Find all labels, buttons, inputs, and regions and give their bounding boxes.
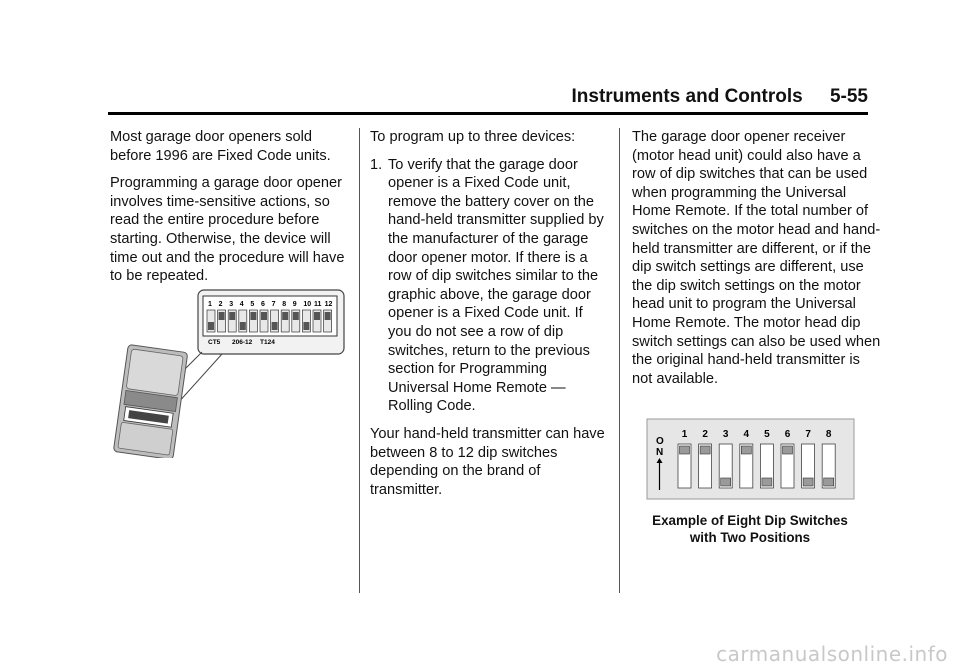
figure1-switch-knob <box>250 312 256 320</box>
eight-dip-switches-illustration <box>646 418 856 502</box>
figure1-switch-knob <box>208 322 214 330</box>
paragraph-time-sensitive: Programming a garage door opener involves time-sensitive actions, so read the entire procedure before starting. Otherwise, the device will time out and the procedure will have to be repeated. <box>110 175 345 285</box>
header-section-number: 5-55 <box>829 86 868 107</box>
figure1-switch-knob <box>229 312 235 320</box>
figure1-label-c: T124 <box>260 339 275 346</box>
figure1-switch-number: 8 <box>282 301 287 308</box>
watermark: carmanualsonline.info <box>716 642 948 666</box>
column-divider-right <box>619 128 620 593</box>
on-label-o: O <box>656 436 664 447</box>
figure1-switch-number: 9 <box>292 301 297 308</box>
column-divider-left <box>359 128 360 593</box>
figure2-switch-number: 6 <box>784 429 791 440</box>
figure1-switch-knob <box>314 312 320 320</box>
figure1-switch-knob <box>272 322 278 330</box>
step-1 <box>370 156 610 425</box>
figure2-switch-number: 3 <box>722 429 729 440</box>
on-label-n: N <box>656 447 664 458</box>
figure1-switch-number: 4 <box>239 301 244 308</box>
step-1-number: 1. <box>370 156 383 173</box>
dip-switch-svg <box>646 418 856 502</box>
figure2-switch-knob <box>783 446 793 454</box>
figure1-switch-knob <box>293 312 299 320</box>
figure1-switch-knob <box>325 312 331 320</box>
figure2-switch-knob <box>721 478 731 486</box>
program-intro: To program up to three devices: <box>370 129 576 145</box>
header-rule <box>108 112 868 115</box>
figure2-switch-number: 1 <box>681 429 688 440</box>
paragraph-fixed-code-intro: Most garage door openers sold before 1996 are Fixed Code units. <box>110 129 331 164</box>
figure1-switch-number: 5 <box>250 301 255 308</box>
caption-line-1: Example of Eight Dip Switches <box>652 513 848 528</box>
page-header <box>572 86 869 108</box>
figure2-switch-knob <box>741 446 751 454</box>
figure1-switch-knob <box>240 322 246 330</box>
figure1-switch-number: 3 <box>229 301 234 308</box>
figure1-switch-number: 6 <box>261 301 265 308</box>
figure2-switch-number: 2 <box>702 429 708 440</box>
transmitter-svg <box>110 286 356 458</box>
figure1-switch-number: 7 <box>271 301 276 308</box>
figure2-switch-knob <box>824 478 834 486</box>
figure1-switch-number: 11 <box>314 301 322 308</box>
transmitter-body <box>113 344 187 458</box>
figure2-switch-number: 7 <box>805 429 811 440</box>
figure1-switch-number: 10 <box>303 301 312 308</box>
figure2-switch-number: 5 <box>764 429 770 440</box>
figure2-switch-knob <box>762 478 772 486</box>
figure2-switch-number: 8 <box>825 429 832 440</box>
figure-caption <box>632 512 868 546</box>
step-1-paragraph-2: Your hand-held transmitter can have between 8 to 12 dip switches depending on the brand of transmitter. <box>370 425 605 498</box>
figure1-label-b: 206-12 <box>232 339 253 346</box>
figure1-label-a: CT5 <box>208 339 221 346</box>
figure2-switch-number: 4 <box>743 429 750 440</box>
figure1-switch-number: 1 <box>208 301 212 308</box>
figure1-switch-knob <box>303 322 309 330</box>
figure2-switch-knob <box>700 446 710 454</box>
transmitter-dip-switch-illustration <box>110 286 356 458</box>
figure1-switch-number: 12 <box>324 301 333 308</box>
column-left <box>110 128 354 295</box>
figure1-switch-knob <box>219 312 225 320</box>
header-title: Instruments and Controls <box>571 86 803 107</box>
figure2-switch-knob <box>803 478 813 486</box>
paragraph-motor-head: The garage door opener receiver (motor head unit) could also have a row of dip switches that can be used when programming the Universal Home Remote. If the total number of switches on the motor head and hand-held transmitter are different, or if the dip switch settings are different, use the dip switch settings on the motor head unit to program the Universal Home Remote. The motor head dip switch settings can also be used when the original hand-held transmitter is not available. <box>632 129 881 387</box>
figure1-switch-knob <box>282 312 288 320</box>
figure2-switch-knob <box>680 446 690 454</box>
figure1-switch-knob <box>261 312 267 320</box>
caption-line-2: with Two Positions <box>689 530 811 545</box>
column-middle <box>370 128 610 508</box>
figure1-switch-number: 2 <box>218 301 223 308</box>
step-1-text: To verify that the garage door opener is a Fixed Code unit, remove the battery cover on the hand-held transmitter supplied by the manufacturer of the garage door opener motor. If there is a row of dip switches similar to the graphic above, the garage door opener is a Fixed Code unit. If you do not see a row of dip switches, return to the previous section for Programming Universal Home Remote — Rolling Code. <box>388 156 604 415</box>
column-right <box>632 128 882 397</box>
